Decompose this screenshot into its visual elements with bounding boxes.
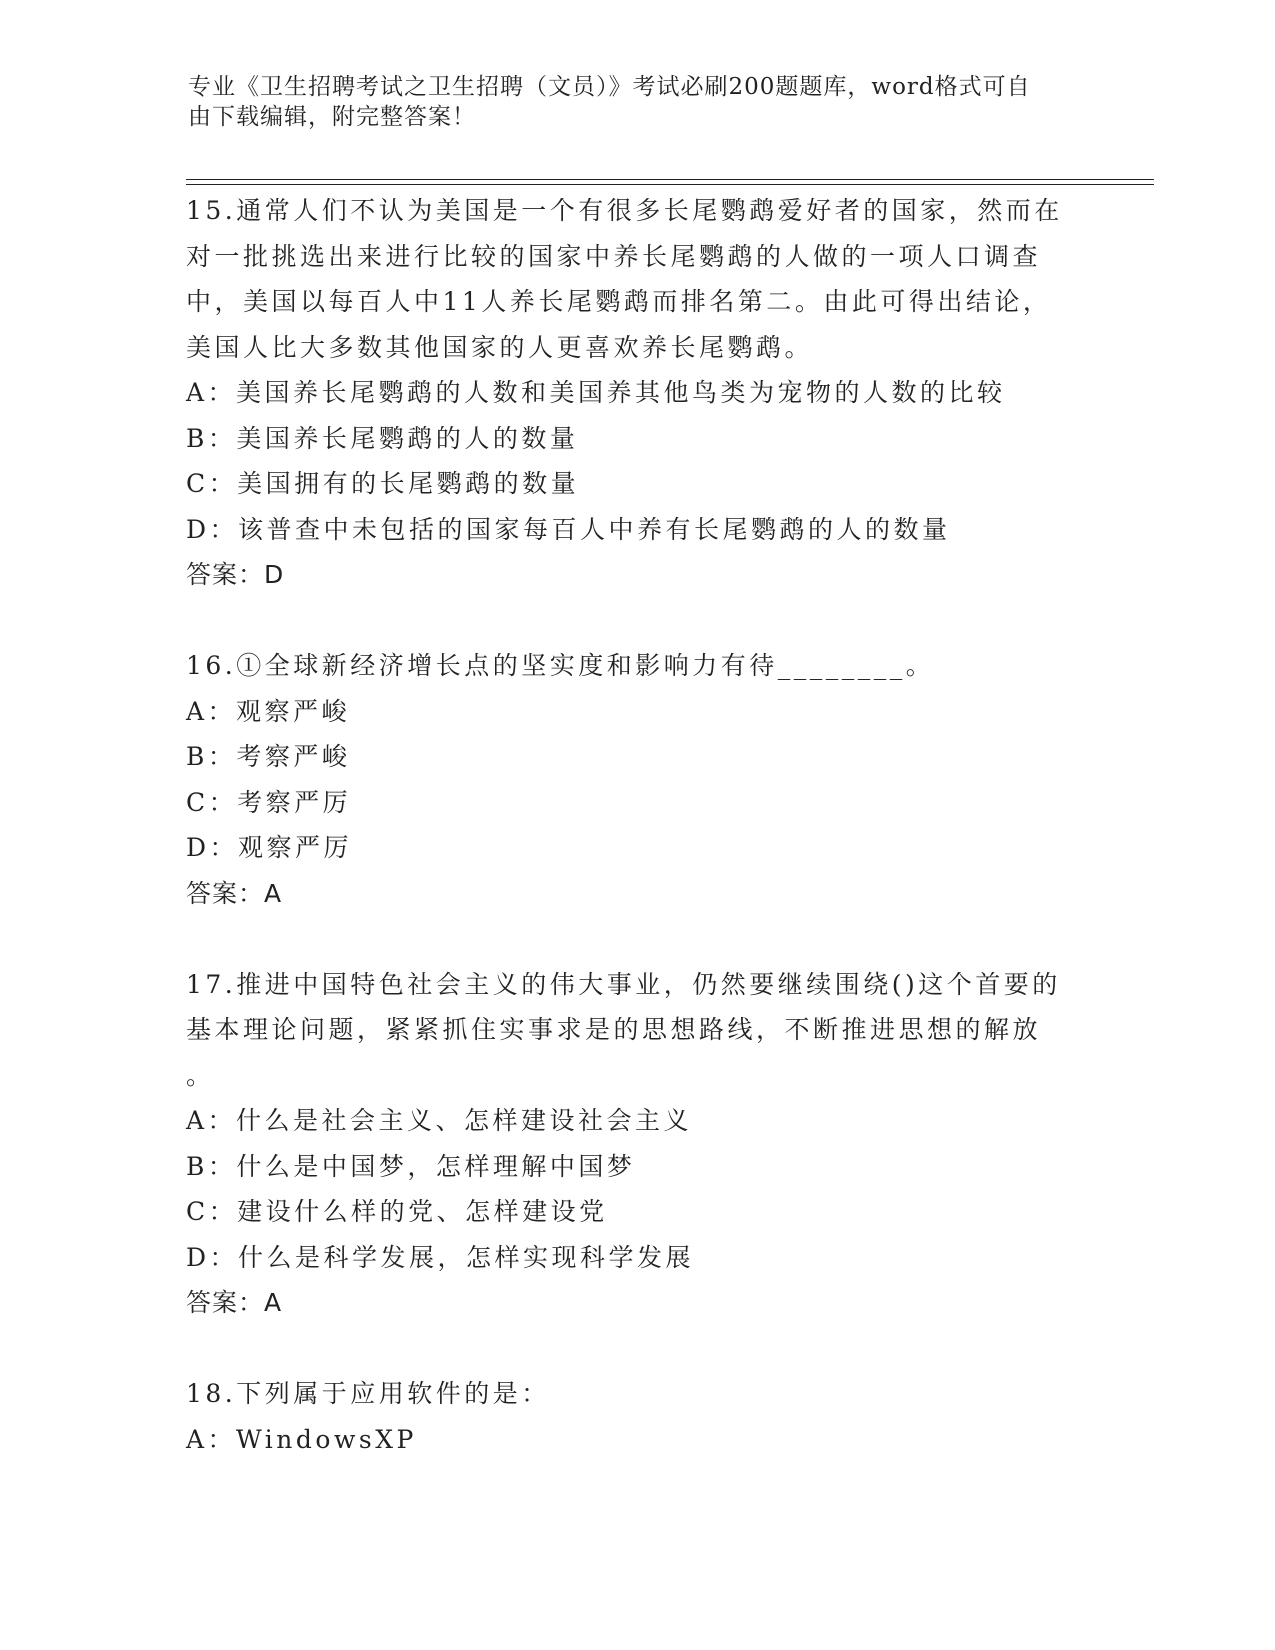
answer-line: 答案：D [186,560,285,589]
question-stem-line: 15.通常人们不认为美国是一个有很多长尾鹦鹉爱好者的国家，然而在 [186,196,1063,225]
question-18 [186,1371,1086,1462]
header-line-1: 专业《卫生招聘考试之卫生招聘（文员）》考试必刷200题题库，word格式可自 [188,74,1031,100]
question-stem-line: 美国人比大多数其他国家的人更喜欢养长尾鹦鹉。 [186,332,814,362]
header-divider-top [186,179,1154,180]
option-c: C：美国拥有的长尾鹦鹉的数量 [186,469,580,498]
question-stem-line: 对一批挑选出来进行比较的国家中养长尾鹦鹉的人做的一项人口调查 [186,241,1042,271]
document-header [188,72,1068,132]
question-16 [186,643,1086,916]
option-d: D：观察严厉 [186,833,353,862]
question-stem-line: 17.推进中国特色社会主义的伟大事业，仍然要继续围绕()这个首要的 [186,969,1061,999]
question-spacer [186,1326,1086,1372]
question-15 [186,188,1086,598]
option-a: A：什么是社会主义、怎样建设社会主义 [186,1106,693,1135]
option-d: D：什么是科学发展，怎样实现科学发展 [186,1242,695,1272]
option-b: B：什么是中国梦，怎样理解中国梦 [186,1151,636,1181]
option-b: B：美国养长尾鹦鹉的人的数量 [186,423,579,453]
answer-line: 答案：A [186,1288,283,1317]
option-a: A：观察严峻 [186,696,351,726]
option-c: C：建设什么样的党、怎样建设党 [186,1197,608,1226]
question-stem-line: 。 [186,1060,215,1090]
question-stem-line: 18.下列属于应用软件的是： [186,1379,550,1408]
option-d: D：该普查中未包括的国家每百人中养有长尾鹦鹉的人的数量 [186,514,951,544]
option-a: A：WindowsXP [186,1424,417,1454]
option-b: B：考察严峻 [186,742,351,771]
header-line-2: 由下载编辑，附完整答案！ [188,104,476,130]
option-c: C：考察严厉 [186,787,352,817]
option-a: A：美国养长尾鹦鹉的人数和美国养其他鸟类为宠物的人数的比较 [186,378,1006,407]
question-17 [186,962,1086,1326]
question-list [186,188,1086,1462]
answer-line: 答案：A [186,878,283,908]
question-spacer [186,916,1086,962]
question-spacer [186,598,1086,644]
question-stem-line: 16.①全球新经济增长点的坚实度和影响力有待________。 [186,651,935,680]
header-divider-bottom [186,184,1154,185]
question-stem-line: 基本理论问题，紧紧抓住实事求是的思想路线，不断推进思想的解放 [186,1015,1042,1044]
question-stem-line: 中，美国以每百人中11人养长尾鹦鹉而排名第二。由此可得出结论， [186,287,1052,316]
